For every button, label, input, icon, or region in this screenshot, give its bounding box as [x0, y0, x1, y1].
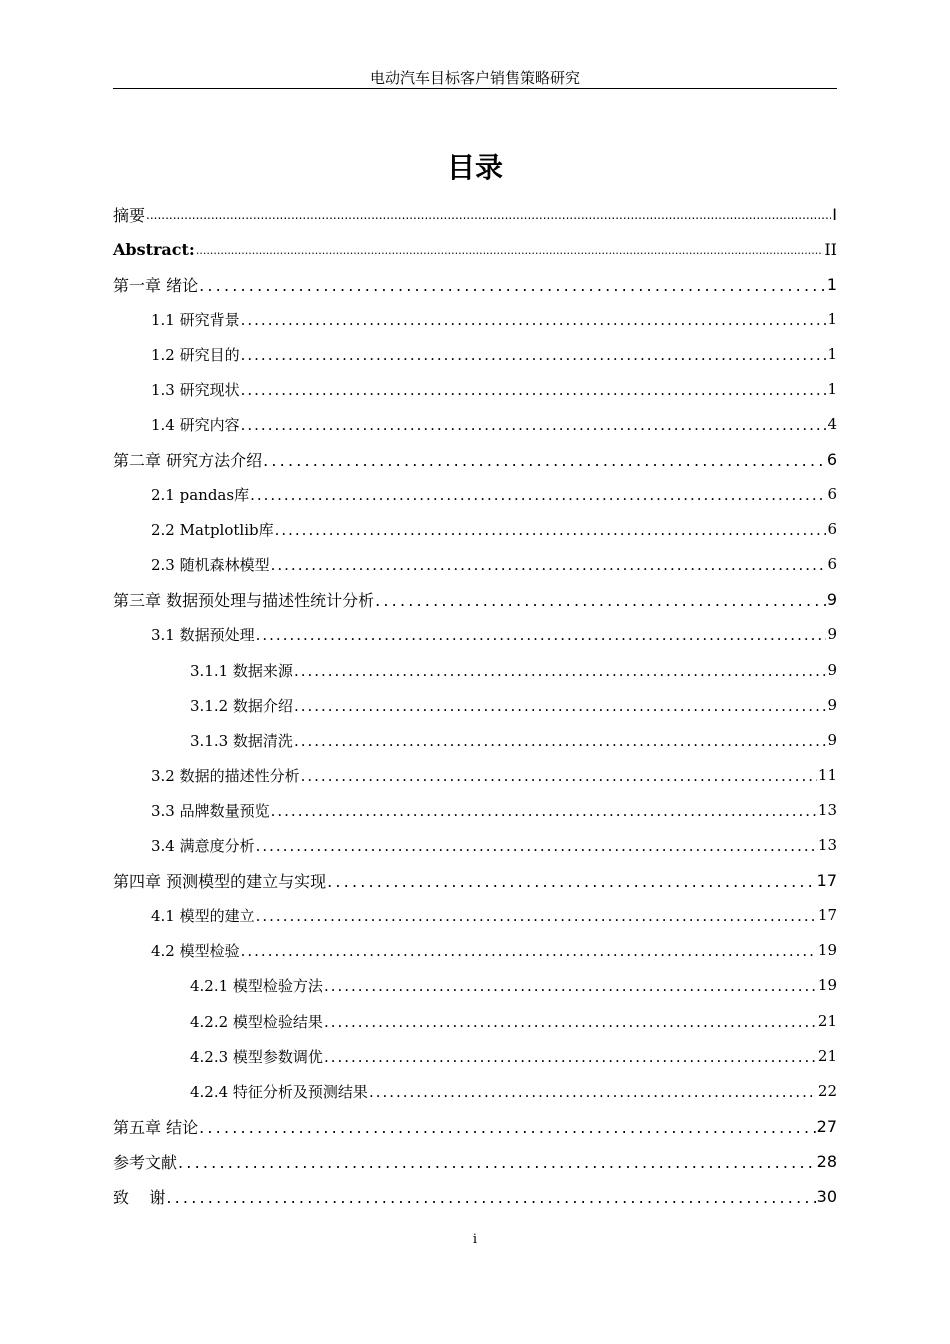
toc-entry-1-4[interactable] — [113, 408, 837, 440]
toc-entry-label: 3.2 数据的描述性分析 — [151, 766, 300, 785]
toc-entry-page: 1 — [827, 345, 837, 363]
toc-entry-1-1[interactable] — [113, 303, 837, 335]
toc-entry-page: 17 — [817, 906, 837, 924]
dot-leader — [324, 977, 817, 995]
toc-entry-page: I — [832, 204, 837, 224]
toc-entry-label: 4.1 模型的建立 — [151, 906, 255, 925]
toc-entry-chapter-2[interactable] — [113, 443, 837, 475]
toc-entry-chapter-1[interactable] — [113, 268, 837, 300]
dot-leader — [324, 1013, 817, 1031]
toc-entry-references[interactable] — [113, 1145, 837, 1177]
toc-entry-page: 27 — [816, 1116, 837, 1136]
dot-leader — [271, 556, 827, 574]
toc-entry-page: 9 — [827, 696, 837, 714]
toc-entry-page: 28 — [816, 1151, 837, 1171]
dot-leader — [166, 1188, 815, 1207]
toc-entry-page: 6 — [827, 555, 837, 573]
dot-leader — [301, 767, 817, 785]
toc-entry-page: 4 — [827, 415, 837, 433]
toc-entry-label: 3.1.3 数据清洗 — [190, 731, 293, 750]
toc-entry-2-2[interactable] — [113, 513, 837, 545]
toc-entry-4-1[interactable] — [113, 899, 837, 931]
toc-entry-label: 2.3 随机森林模型 — [151, 555, 270, 574]
toc-entry-label: 4.2.2 模型检验结果 — [190, 1012, 323, 1031]
page-number: i — [472, 1232, 478, 1247]
toc-entry-label: 参考文献 — [113, 1152, 178, 1172]
toc-entry-3-1-3[interactable] — [113, 724, 837, 756]
dot-leader — [146, 208, 831, 222]
toc-entry-3-1[interactable] — [113, 618, 837, 650]
toc-entry-label: 4.2 模型检验 — [151, 941, 240, 960]
dot-leader — [324, 1048, 817, 1066]
toc-entry-page: 21 — [817, 1047, 837, 1065]
toc-entry-page: 6 — [827, 485, 837, 503]
toc-entry-label: 3.4 满意度分析 — [151, 836, 255, 855]
toc-entry-chapter-5[interactable] — [113, 1110, 837, 1142]
dot-leader — [294, 732, 827, 750]
toc-entry-page: 30 — [816, 1186, 837, 1206]
toc-entry-page: 6 — [827, 520, 837, 538]
dot-leader — [375, 591, 826, 610]
toc-entry-3-4[interactable] — [113, 829, 837, 861]
toc-entry-label: 第三章 数据预处理与描述性统计分析 — [113, 590, 375, 610]
toc-entry-label: 第一章 绪论 — [113, 275, 199, 295]
toc-entry-4-2-2[interactable] — [113, 1005, 837, 1037]
dot-leader — [275, 521, 827, 539]
toc-entry-3-1-1[interactable] — [113, 654, 837, 686]
toc-entry-page: 9 — [827, 731, 837, 749]
dot-leader — [250, 486, 826, 504]
toc-entry-2-3[interactable] — [113, 548, 837, 580]
toc-entry-label: 3.3 品牌数量预览 — [151, 801, 270, 820]
toc-entry-label: 1.2 研究目的 — [151, 345, 240, 364]
toc-entry-page: 11 — [817, 766, 837, 784]
toc-entry-label: 4.2.1 模型检验方法 — [190, 976, 323, 995]
dot-leader — [369, 1083, 817, 1101]
toc-entry-abstract-cn[interactable] — [113, 198, 837, 230]
dot-leader — [241, 311, 827, 329]
dot-leader — [256, 626, 827, 644]
toc-entry-label: 3.1.1 数据来源 — [190, 661, 293, 680]
toc-entry-4-2-1[interactable] — [113, 969, 837, 1001]
toc-entry-1-2[interactable] — [113, 338, 837, 370]
toc-entry-label: Abstract: — [113, 239, 195, 259]
toc-entry-page: 9 — [826, 589, 837, 609]
toc-entry-page: 1 — [826, 274, 837, 294]
dot-leader — [199, 276, 826, 295]
toc-entry-label: 1.3 研究现状 — [151, 380, 240, 399]
dot-leader — [256, 837, 817, 855]
dot-leader — [241, 942, 817, 960]
dot-leader — [271, 802, 817, 820]
toc-entry-label: 4.2.3 模型参数调优 — [190, 1047, 323, 1066]
dot-leader — [241, 416, 827, 434]
toc-entry-page: 22 — [817, 1082, 837, 1100]
toc-entry-page: 19 — [817, 941, 837, 959]
toc-entry-page: 13 — [817, 836, 837, 854]
toc-entry-label: 摘要 — [113, 205, 146, 225]
toc-entry-label: 3.1.2 数据介绍 — [190, 696, 293, 715]
header-rule — [113, 88, 837, 89]
toc-entry-label: 1.4 研究内容 — [151, 415, 240, 434]
toc-entry-abstract-en[interactable] — [113, 233, 837, 265]
toc-entry-page: 17 — [816, 870, 837, 890]
toc-entry-label: 第四章 预测模型的建立与实现 — [113, 871, 327, 891]
toc-entry-1-3[interactable] — [113, 373, 837, 405]
toc-entry-label: 1.1 研究背景 — [151, 310, 240, 329]
toc-entry-label: 2.2 Matplotlib库 — [151, 520, 274, 539]
dot-leader — [263, 451, 826, 470]
toc-entry-label: 第二章 研究方法介绍 — [113, 450, 263, 470]
toc-entry-3-3[interactable] — [113, 794, 837, 826]
toc-entry-label: 3.1 数据预处理 — [151, 625, 255, 644]
toc-entry-2-1[interactable] — [113, 478, 837, 510]
toc-entry-4-2-3[interactable] — [113, 1040, 837, 1072]
toc-entry-page: 9 — [827, 661, 837, 679]
toc-entry-page: 9 — [827, 625, 837, 643]
dot-leader — [294, 662, 827, 680]
toc-entry-chapter-4[interactable] — [113, 864, 837, 896]
toc-entry-page: 13 — [817, 801, 837, 819]
toc-entry-label: 致 谢 — [113, 1187, 166, 1207]
toc-entry-page: 21 — [817, 1012, 837, 1030]
dot-leader — [294, 697, 827, 715]
toc-entry-label: 2.1 pandas库 — [151, 485, 250, 504]
toc-entry-page: II — [824, 239, 837, 259]
toc-title: 目录 — [446, 151, 503, 184]
dot-leader — [199, 1118, 816, 1137]
toc-entry-label: 第五章 结论 — [113, 1117, 199, 1137]
dot-leader — [178, 1153, 816, 1172]
toc-entry-acknowledgements[interactable] — [113, 1180, 837, 1212]
toc-entry-4-2-4[interactable] — [113, 1075, 837, 1107]
dot-leader — [327, 872, 816, 891]
toc-entry-3-2[interactable] — [113, 759, 837, 791]
running-header: 电动汽车目标客户销售策略研究 — [369, 69, 580, 87]
dot-leader — [256, 907, 817, 925]
toc-entry-4-2[interactable] — [113, 934, 837, 966]
toc-entry-chapter-3[interactable] — [113, 583, 837, 615]
dot-leader — [196, 244, 824, 257]
toc-entry-page: 1 — [827, 310, 837, 328]
toc-entry-page: 1 — [827, 380, 837, 398]
dot-leader — [241, 346, 827, 364]
toc-entry-page: 6 — [826, 449, 837, 469]
toc-entry-page: 19 — [817, 976, 837, 994]
dot-leader — [241, 381, 827, 399]
toc-entry-3-1-2[interactable] — [113, 689, 837, 721]
toc-entry-label: 4.2.4 特征分析及预测结果 — [190, 1082, 368, 1101]
